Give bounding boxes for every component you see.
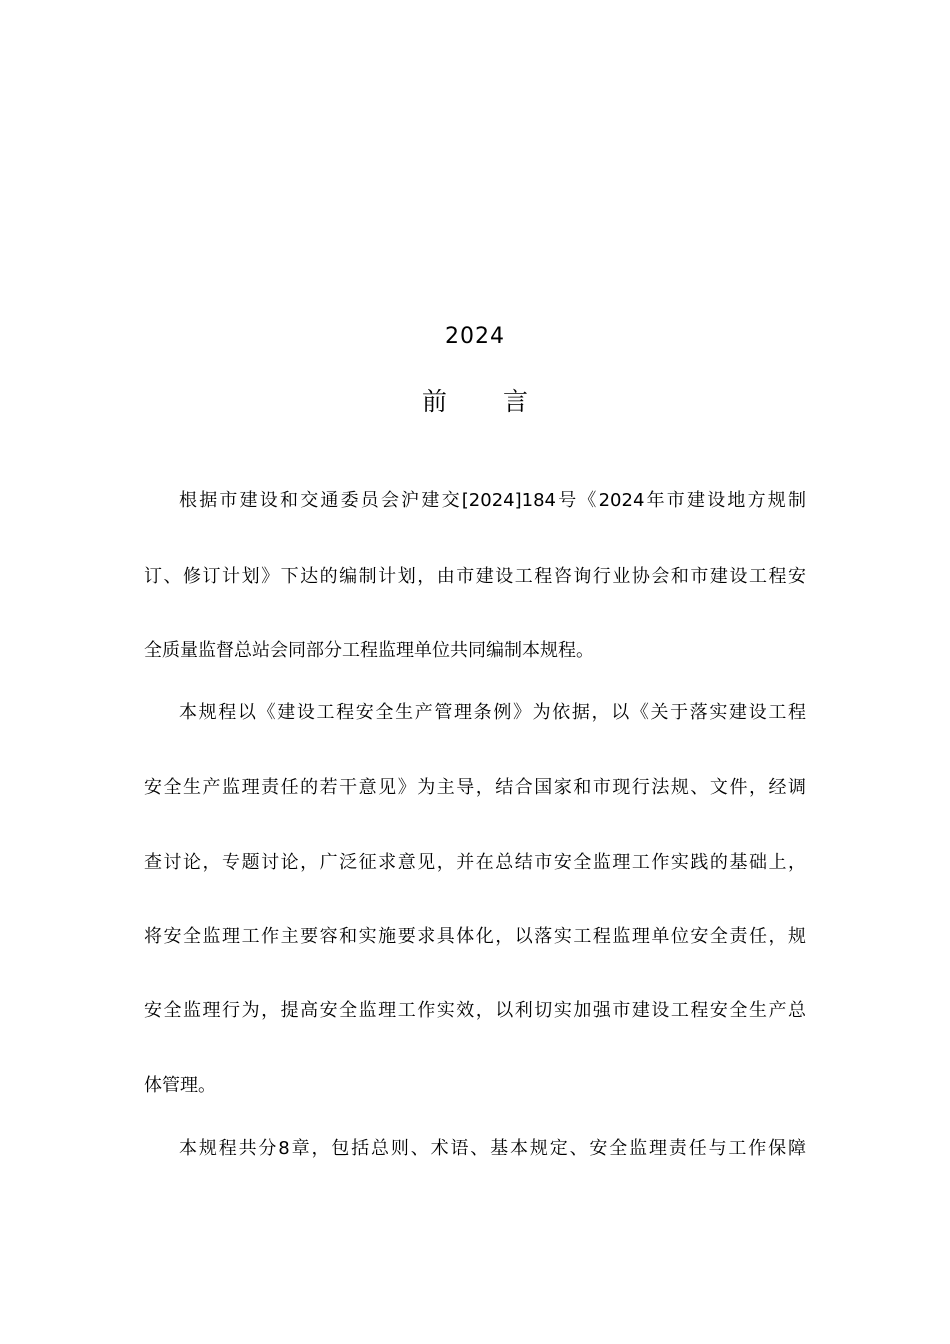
paragraph-line: 体管理。 [144, 1075, 216, 1096]
paragraph-line: 全质量监督总站会同部分工程监理单位共同编制本规程。 [144, 640, 594, 661]
paragraph-line: 查讨论，专题讨论，广泛征求意见，并在总结市安全监理工作实践的基础上， [144, 852, 806, 873]
paragraph-line: 安全监理行为，提高安全监理工作实效，以利切实加强市建设工程安全生产总 [144, 1000, 806, 1021]
preface-heading: 前 言 [422, 387, 552, 416]
paragraph-line: 根据市建设和交通委员会沪建交[2024]184号《2024年市建设地方规制 [179, 490, 806, 511]
paragraph-line: 将安全监理工作主要容和实施要求具体化，以落实工程监理单位安全责任，规 [144, 926, 806, 947]
paragraph-line: 订、修订计划》下达的编制计划，由市建设工程咨询行业协会和市建设工程安 [144, 566, 806, 587]
paragraph-line: 本规程以《建设工程安全生产管理条例》为依据，以《关于落实建设工程 [179, 702, 806, 723]
paragraph-line: 本规程共分8章，包括总则、术语、基本规定、安全监理责任与工作保障 [179, 1138, 806, 1159]
paragraph-line: 安全生产监理责任的若干意见》为主导，结合国家和市现行法规、文件，经调 [144, 777, 806, 798]
document-year: 2024 [445, 324, 505, 349]
